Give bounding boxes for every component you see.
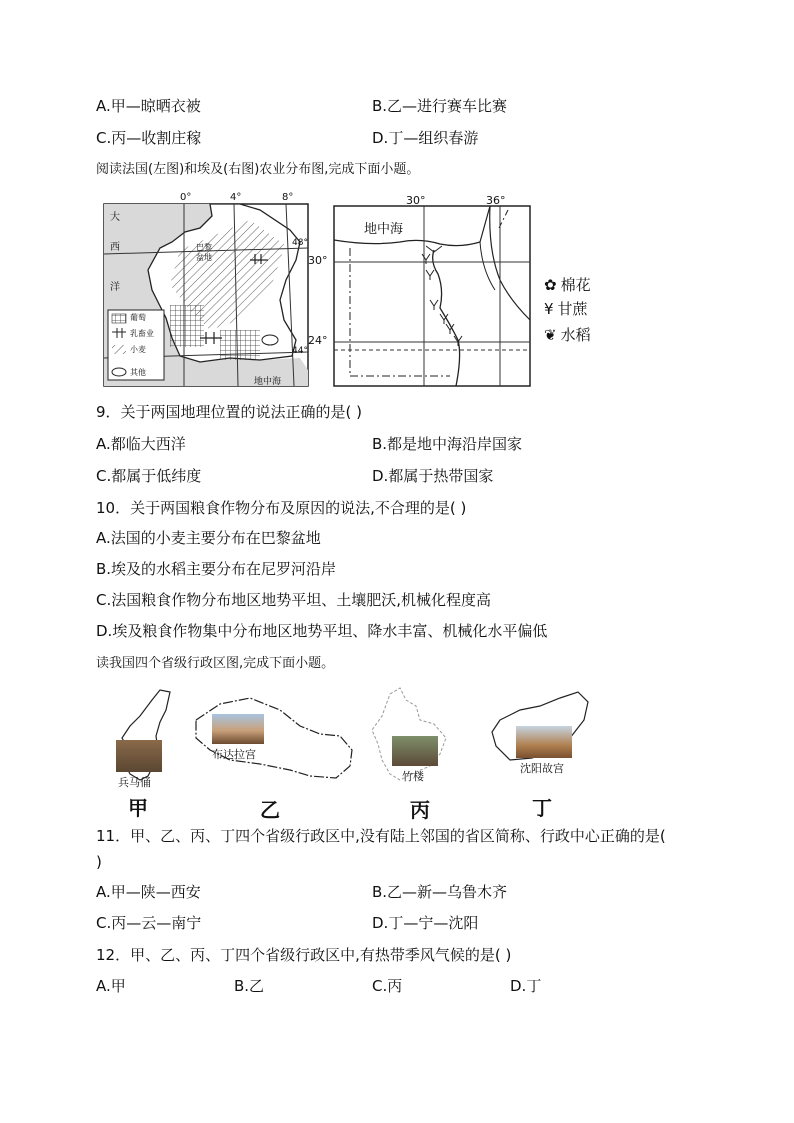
atlantic-char-1: 大 <box>110 212 120 223</box>
france-lon-0: 0° <box>180 192 192 203</box>
intro-provinces: 读我国四个省级行政区图,完成下面小题。 <box>96 656 335 671</box>
legend-cotton: ✿ 棉花 <box>544 275 591 294</box>
legend-dairy: 乳畜业 <box>130 329 154 338</box>
france-lat-48: 48° <box>292 238 308 248</box>
q12-option-d: D.丁 <box>510 977 542 995</box>
q12-option-b: B.乙 <box>234 977 265 995</box>
q9-stem: 9．关于两国地理位置的说法正确的是( ) <box>96 403 363 421</box>
q11-stem-line2: ) <box>96 853 102 871</box>
q10-option-b: B.埃及的水稻主要分布在尼罗河沿岸 <box>96 560 337 578</box>
q10-option-d: D.埃及粮食作物集中分布地区地势平坦、降水丰富、机械化水平偏低 <box>96 622 548 640</box>
egypt-sea-label: 地中海 <box>364 222 404 237</box>
atlantic-char-2: 西 <box>110 242 120 253</box>
q11-option-a: A.甲—陕—西安 <box>96 883 201 901</box>
photo-label-shenyang: 沈阳故宫 <box>520 762 564 775</box>
provinces-figure <box>100 680 600 820</box>
q11-option-d: D.丁—宁—沈阳 <box>372 914 479 932</box>
france-lon-4: 4° <box>230 192 242 203</box>
france-lon-8: 8° <box>282 192 294 203</box>
q8-option-a: A.甲—晾晒衣被 <box>96 97 201 115</box>
egypt-lon-30: 30° <box>406 194 426 207</box>
france-lat-44: 44° <box>292 346 308 356</box>
province-label-ding: 丁 <box>532 796 552 820</box>
egypt-lon-36: 36° <box>486 194 506 207</box>
q11-option-b: B.乙—新—乌鲁木齐 <box>372 883 508 901</box>
q11-stem-line1: 11．甲、乙、丙、丁四个省级行政区中,没有陆上邻国的省区简称、行政中心正确的是( <box>96 827 666 845</box>
legend-other: 其他 <box>130 368 146 377</box>
province-label-jia: 甲 <box>128 796 148 820</box>
q12-option-c: C.丙 <box>372 977 403 995</box>
legend-rice: ❦ 水稻 <box>544 325 591 344</box>
q8-option-c: C.丙—收割庄稼 <box>96 129 202 147</box>
egypt-agriculture-map <box>308 190 535 390</box>
q9-option-a: A.都临大西洋 <box>96 435 186 453</box>
rice-icon: ❦ <box>544 325 557 344</box>
q8-option-d: D.丁—组织春游 <box>372 129 479 147</box>
atlantic-char-3: 洋 <box>110 282 120 293</box>
france-agriculture-map <box>100 190 312 390</box>
q8-option-b: B.乙—进行赛车比赛 <box>372 97 508 115</box>
paris-basin-line1: 巴黎 <box>196 243 212 252</box>
cotton-icon: ✿ <box>544 275 557 294</box>
q9-option-d: D.都属于热带国家 <box>372 467 494 485</box>
legend-grape: 葡萄 <box>130 313 146 322</box>
paris-basin-line2: 盆地 <box>196 253 212 262</box>
province-label-bing: 丙 <box>410 798 430 822</box>
q10-stem: 10．关于两国粮食作物分布及原因的说法,不合理的是( ) <box>96 499 467 517</box>
q9-option-c: C.都属于低纬度 <box>96 467 202 485</box>
q10-option-c: C.法国粮食作物分布地区地势平坦、土壤肥沃,机械化程度高 <box>96 591 492 609</box>
terracotta-photo <box>116 740 162 772</box>
q11-option-c: C.丙—云—南宁 <box>96 914 202 932</box>
egypt-lat-30: 30° <box>308 254 328 267</box>
q10-option-a: A.法国的小麦主要分布在巴黎盆地 <box>96 529 321 547</box>
legend-wheat: 小麦 <box>130 345 146 354</box>
q12-option-a: A.甲 <box>96 977 126 995</box>
bamboo-house-photo <box>392 736 438 766</box>
intro-france-egypt: 阅读法国(左图)和埃及(右图)农业分布图,完成下面小题。 <box>96 162 420 177</box>
shenyang-palace-photo <box>516 726 572 758</box>
egypt-lat-24: 24° <box>308 334 328 347</box>
france-sea-label: 地中海 <box>254 377 282 387</box>
legend-sugarcane: ¥ 甘蔗 <box>544 299 588 318</box>
q12-stem: 12．甲、乙、丙、丁四个省级行政区中,有热带季风气候的是( ) <box>96 946 512 964</box>
q9-option-b: B.都是地中海沿岸国家 <box>372 435 523 453</box>
potala-photo <box>212 714 264 744</box>
photo-label-potala: 布达拉宫 <box>212 748 256 761</box>
photo-label-bamboo: 竹楼 <box>402 770 424 783</box>
province-label-yi: 乙 <box>260 798 280 822</box>
sugarcane-icon: ¥ <box>544 299 554 318</box>
photo-label-terracotta: 兵马俑 <box>118 776 151 789</box>
